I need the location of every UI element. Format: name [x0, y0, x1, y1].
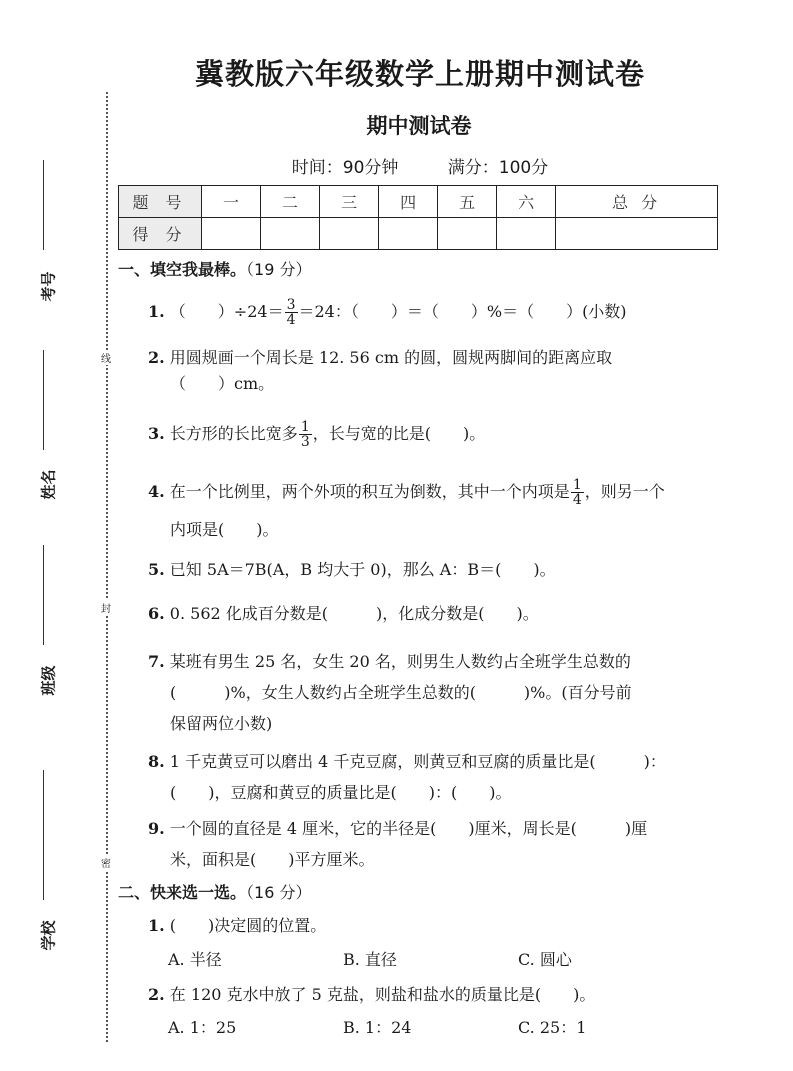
question-text: 已知 5A＝7B(A，B 均大于 0)，那么 A：B＝( )。 [169, 560, 556, 579]
question-text: 某班有男生 25 名，女生 20 名，则男生人数约占全班学生总数的 [169, 652, 631, 671]
dotted-cut-line [106, 92, 108, 1042]
question-text: 长方形的长比宽多 [169, 424, 298, 443]
label-kaohao: 考号 [39, 271, 58, 302]
score-input-cell[interactable] [497, 218, 556, 250]
score-input-cell[interactable] [379, 218, 438, 250]
question-number: 5. [148, 560, 165, 579]
question-number: 4. [148, 482, 165, 501]
score-table [118, 185, 718, 250]
question-text: 用圆规画一个周长是 12. 56 cm 的圆，圆规两脚间的距离应取 [169, 348, 613, 367]
line-banji [43, 545, 44, 645]
cut-mark-mi: 密 [97, 855, 115, 870]
question-1 [148, 298, 730, 327]
column-cell: 五 [438, 186, 497, 218]
column-cell: 二 [261, 186, 320, 218]
score-input-cell[interactable] [261, 218, 320, 250]
section-title: 一、填空我最棒。 [118, 260, 247, 279]
question-number: 7. [148, 652, 165, 671]
page-title: 冀教版六年级数学上册期中测试卷 [194, 57, 645, 91]
numerator: 1 [300, 419, 310, 435]
column-cell: 六 [497, 186, 556, 218]
question-number: 1. [148, 916, 165, 935]
section-points: （16 分） [246, 883, 312, 902]
question-7 [148, 646, 730, 739]
question-text: ，长与宽的比是( )。 [312, 424, 486, 443]
page-subtitle: 期中测试卷 [366, 114, 472, 138]
column-cell: 三 [320, 186, 379, 218]
question-8 [148, 746, 730, 808]
question-text: ( )%，女生人数约占全班学生总数的( )%。(百分号前 [170, 683, 632, 702]
column-cell: 四 [379, 186, 438, 218]
exam-info [0, 153, 793, 178]
question-9 [148, 813, 730, 875]
question-4 [148, 478, 730, 543]
question-text: 0. 562 化成百分数是( )，化成分数是( )。 [169, 604, 539, 623]
question-6 [148, 601, 730, 627]
question-number: 2. [148, 348, 165, 367]
question-text: 米，面积是( )平方厘米。 [170, 850, 375, 869]
option-b[interactable]: B. 直径 [343, 950, 397, 969]
question-text: 保留两位小数) [170, 714, 273, 733]
question-text: 一个圆的直径是 4 厘米，它的半径是( )厘米，周长是( )厘 [169, 819, 648, 838]
question-text: ( )决定圆的位置。 [169, 916, 327, 935]
section-title: 二、快来选一选。 [118, 883, 247, 902]
numerator: 3 [286, 297, 296, 313]
score-input-cell[interactable] [438, 218, 497, 250]
label-banji: 班级 [39, 665, 58, 696]
option-c[interactable]: C. 25：1 [518, 1018, 587, 1037]
question-2 [148, 345, 730, 397]
section-heading [118, 880, 311, 903]
score-input-cell[interactable] [320, 218, 379, 250]
header-cell: 题 号 [119, 186, 202, 218]
question-number: 6. [148, 604, 165, 623]
fraction [285, 298, 298, 327]
option-b[interactable]: B. 1：24 [343, 1018, 412, 1037]
score-input-cell[interactable] [556, 218, 718, 250]
section-heading [118, 257, 311, 280]
question-5 [148, 557, 730, 583]
fraction [299, 420, 312, 449]
score-input-cell[interactable] [202, 218, 261, 250]
question-text: 内项是( )。 [170, 520, 279, 539]
line-xingming [43, 350, 44, 450]
question-text: 1 千克黄豆可以磨出 4 千克豆腐，则黄豆和豆腐的质量比是( )： [169, 752, 666, 771]
denominator: 3 [300, 434, 310, 450]
column-cell: 一 [202, 186, 261, 218]
question-text: （ ）cm。 [170, 374, 275, 393]
time-label: 时间：90分钟 [291, 158, 399, 178]
denominator: 4 [286, 312, 296, 328]
label-xuexiao: 学校 [39, 920, 58, 951]
column-cell: 总 分 [556, 186, 718, 218]
numerator: 1 [572, 477, 582, 493]
line-xuexiao [43, 770, 44, 900]
question-number: 8. [148, 752, 165, 771]
question-text: （ ）÷24＝ [169, 302, 284, 321]
table-row [119, 218, 718, 250]
cut-mark-feng: 封 [97, 600, 115, 615]
option-c[interactable]: C. 圆心 [518, 950, 572, 969]
label-xingming: 姓名 [39, 469, 58, 500]
question-number: 1. [148, 302, 165, 321]
denominator: 4 [572, 492, 582, 508]
question-number: 9. [148, 819, 165, 838]
full-score-label: 满分：100分 [447, 158, 549, 178]
table-row [119, 186, 718, 218]
fraction [571, 478, 584, 507]
question-2-2 [148, 982, 730, 1008]
question-number: 3. [148, 424, 165, 443]
header-cell: 得 分 [119, 218, 202, 250]
question-text: ( )，豆腐和黄豆的质量比是( )：( )。 [170, 783, 512, 802]
cut-mark-xian: 线 [97, 350, 115, 365]
question-text: ，则另一个 [584, 482, 665, 501]
option-a[interactable]: A. 1：25 [168, 1018, 237, 1037]
section-points: （19 分） [246, 260, 312, 279]
question-text: 在一个比例里，两个外项的积互为倒数，其中一个内项是 [169, 482, 570, 501]
question-text: ＝24：（ ）＝（ ）%＝（ ）(小数) [298, 302, 627, 321]
question-2-1 [148, 913, 730, 939]
question-text: 在 120 克水中放了 5 克盐，则盐和盐水的质量比是( )。 [169, 985, 596, 1004]
question-number: 2. [148, 985, 165, 1004]
option-a[interactable]: A. 半径 [168, 950, 222, 969]
question-3 [148, 420, 730, 449]
